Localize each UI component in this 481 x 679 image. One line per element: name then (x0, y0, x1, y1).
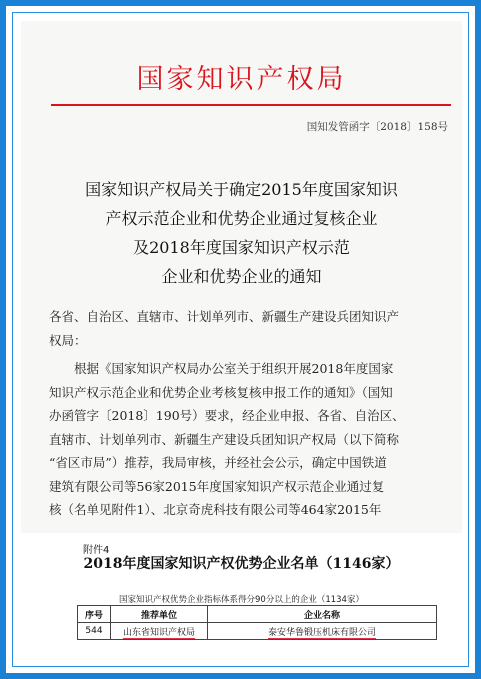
body-line: “省区市局”）推荐，我局审核，并经社会公示，确定中国铁道 (49, 455, 387, 470)
table-header-row (78, 606, 437, 623)
attachment-list-title: 2018年度国家知识产权优势企业名单（1146家） (83, 556, 400, 572)
document-number: 国知发管函字〔2018〕158号 (306, 121, 448, 133)
notice-title-line: 企业和优势企业的通知 (161, 267, 322, 286)
document-page (21, 21, 462, 660)
notice-title-line: 国家知识产权局关于确定2015年度国家知识 (85, 180, 398, 199)
notice-title (21, 175, 462, 291)
addressee (49, 305, 449, 353)
body-line: 根据《国家知识产权局办公室关于组织开展2018年度国家 (49, 361, 394, 376)
highlighted-company: 泰安华鲁锻压机床有限公司 (267, 627, 376, 638)
highlighted-unit: 山东省知识产权局 (122, 627, 195, 638)
table-caption: 国家知识产权优势企业指标体系得分90分以上的企业（1134家） (119, 595, 364, 605)
notice-title-line: 及2018年度国家知识产权示范 (133, 238, 350, 257)
body-line: 建筑有限公司等56家2015年度国家知识产权示范企业通过复 (49, 478, 385, 494)
body-line: 办函管字〔2018〕190号）要求，经企业申报、各省、自治区、 (49, 408, 405, 423)
addressee-line: 各省、自治区、直辖市、计划单列市、新疆生产建设兵团知识产 (49, 309, 400, 324)
addressee-line: 权局： (49, 333, 87, 348)
table-row (78, 623, 437, 640)
body-line: 核（名单见附件1）、北京奇虎科技有限公司等464家2015年 (49, 502, 382, 517)
red-header-rule (51, 104, 451, 106)
document-panel (12, 12, 469, 667)
notice-body (49, 357, 449, 522)
cell-seq: 544 (78, 623, 111, 640)
body-line: 直辖市、计划单列市、新疆生产建设兵团知识产权局（以下简称 (49, 431, 400, 447)
header-company-name: 企业名称 (208, 606, 437, 623)
issuing-authority-header: 国家知识产权局 (136, 64, 347, 95)
header-seq: 序号 (78, 606, 111, 623)
notice-title-line: 产权示范企业和优势企业通过复核企业 (105, 209, 378, 228)
cell-recommending-unit (111, 623, 208, 640)
body-line: 知识产权示范企业和优势企业考核复核申报工作的通知》（国知 (49, 384, 393, 400)
attachment-label: 附件4 (83, 545, 110, 556)
attachment-excerpt (21, 533, 462, 660)
company-table (77, 605, 437, 640)
cell-company-name (208, 623, 437, 640)
header-recommending-unit: 推荐单位 (111, 606, 208, 623)
